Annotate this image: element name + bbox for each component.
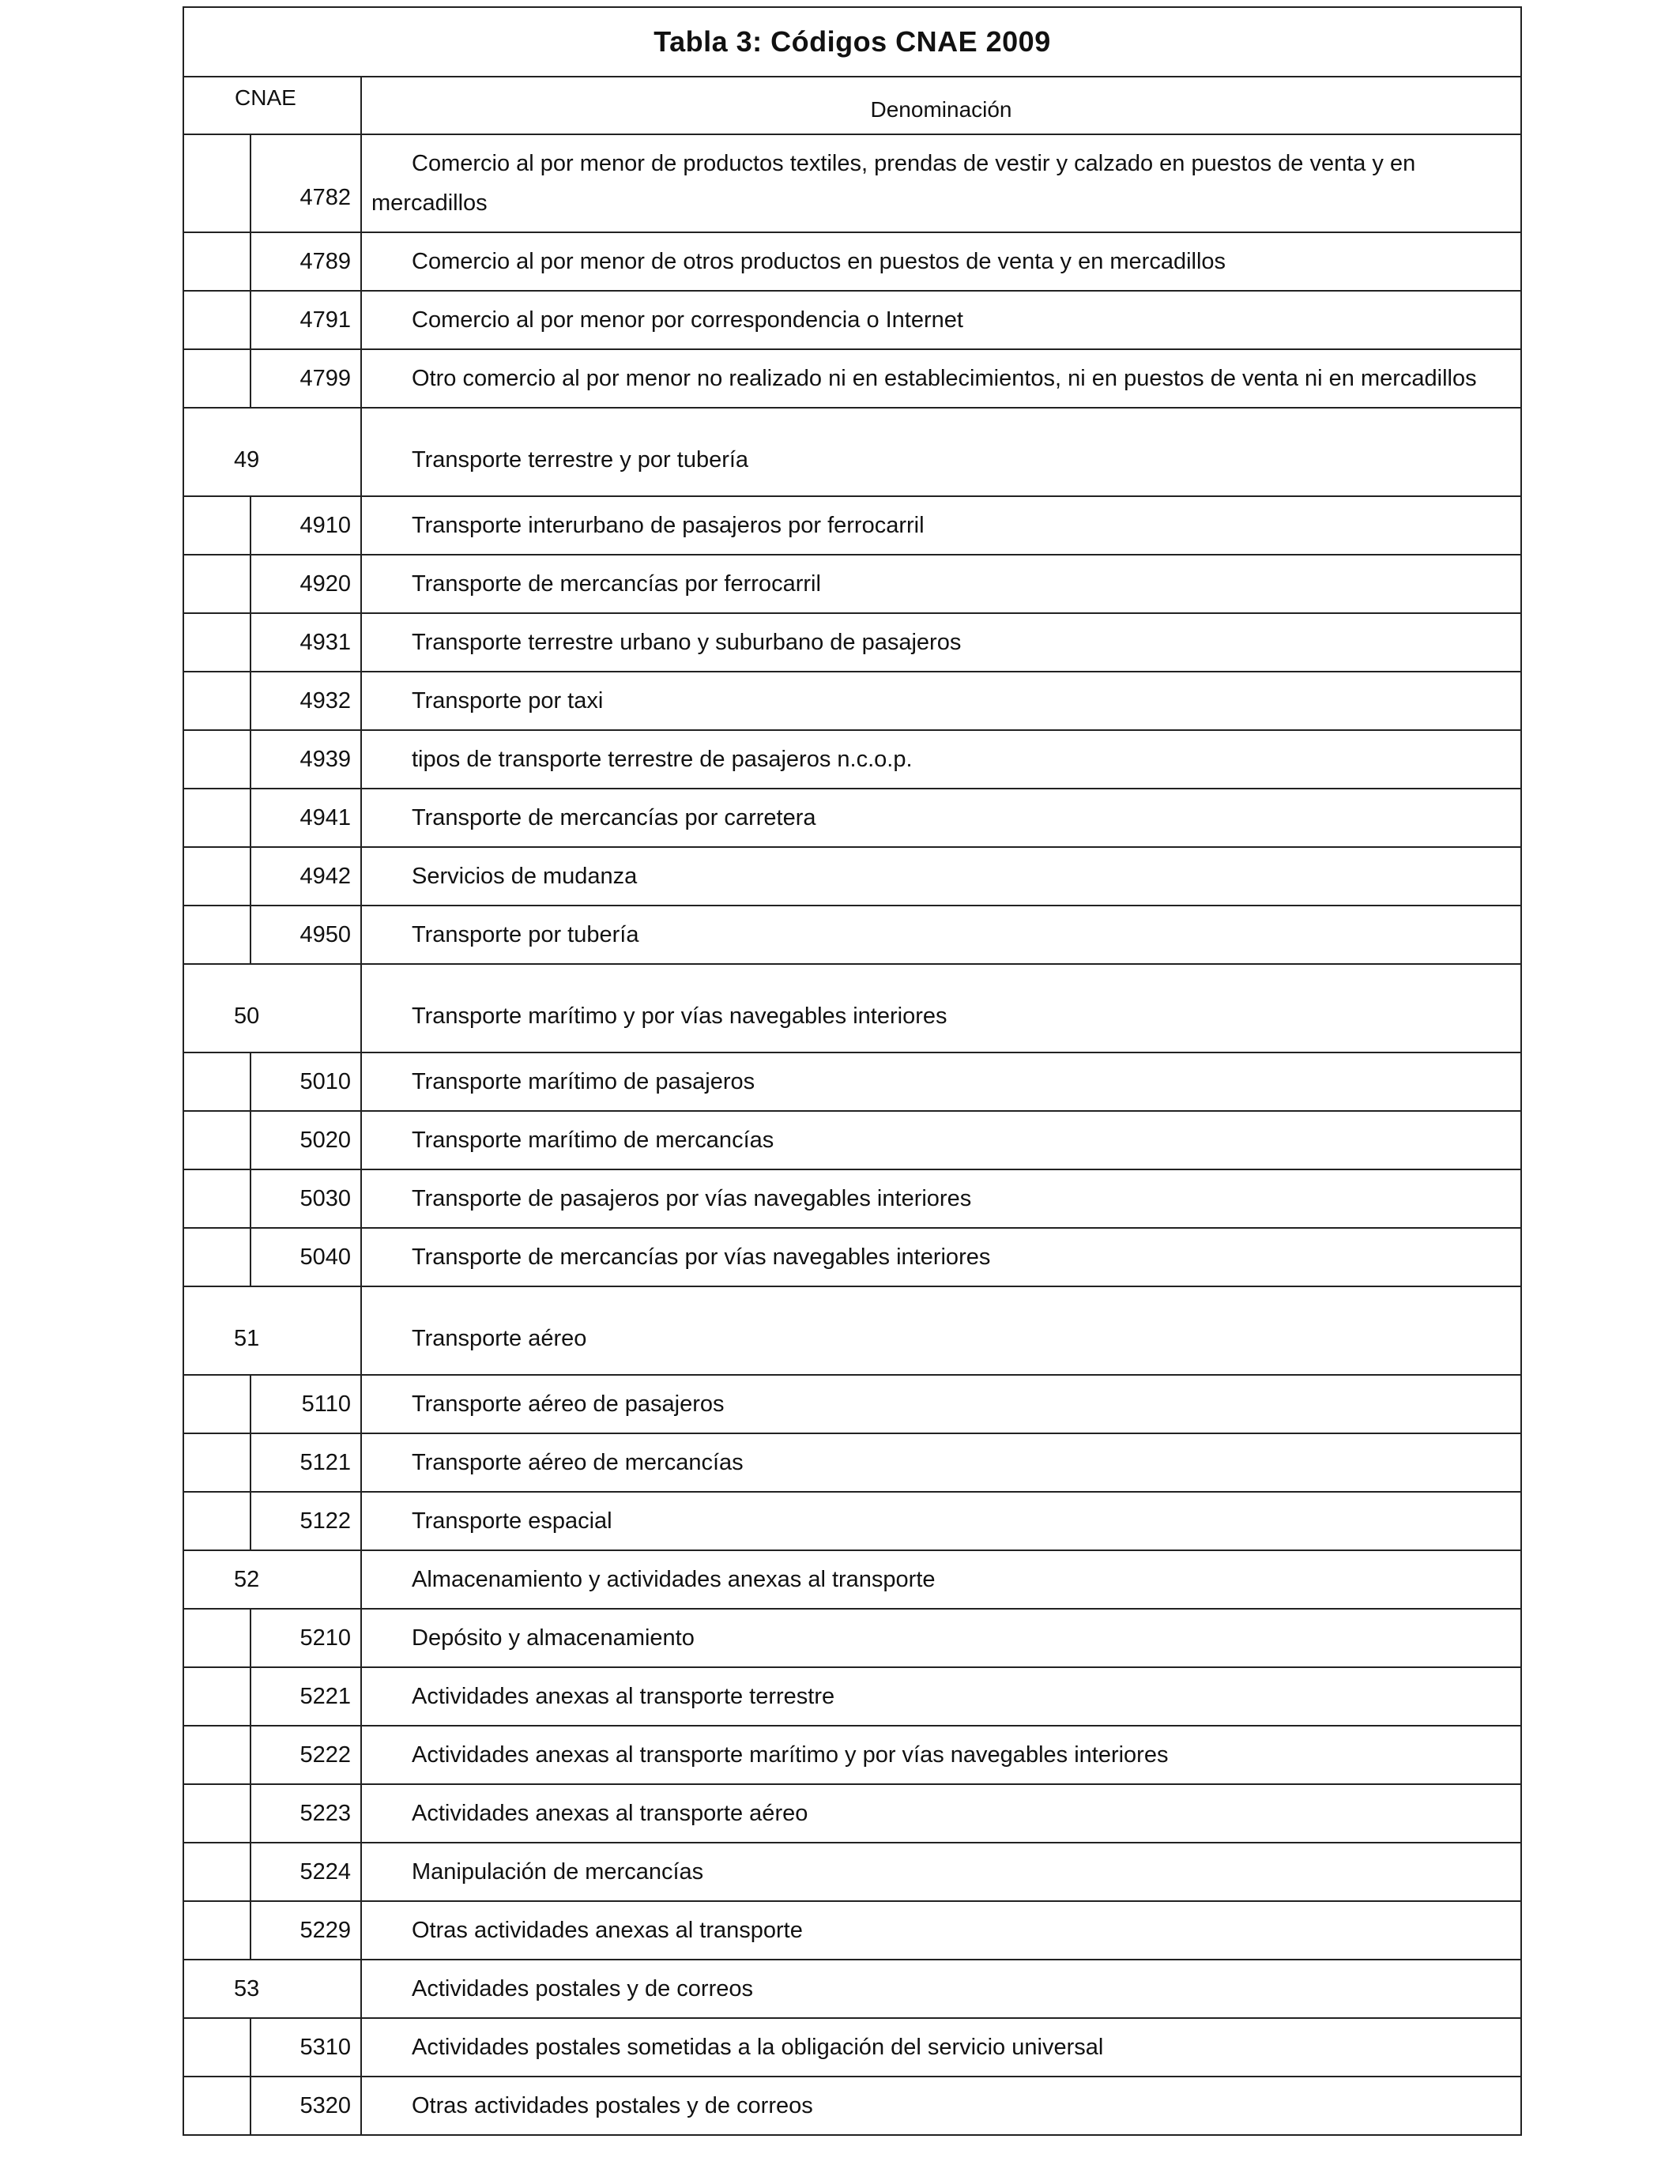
indent-cell — [183, 232, 250, 291]
class-code: 5122 — [250, 1492, 361, 1550]
class-name: Transporte marítimo de mercancías — [361, 1111, 1521, 1169]
division-name: Transporte marítimo y por vías navegables interiores — [361, 964, 1521, 1052]
class-row — [183, 672, 1521, 730]
class-name: Otras actividades postales y de correos — [361, 2077, 1521, 2135]
indent-cell — [183, 1111, 250, 1169]
class-name: Transporte espacial — [361, 1492, 1521, 1550]
header-cnae: CNAE — [183, 77, 361, 134]
cnae-codes-table — [183, 6, 1522, 2136]
class-row — [183, 1169, 1521, 1228]
class-name: Depósito y almacenamiento — [361, 1609, 1521, 1667]
division-code: 49 — [183, 408, 361, 496]
indent-cell — [183, 134, 250, 232]
class-code: 5229 — [250, 1901, 361, 1960]
class-code: 4942 — [250, 847, 361, 906]
class-row — [183, 555, 1521, 613]
class-name — [361, 134, 1521, 232]
indent-cell — [183, 291, 250, 349]
class-row — [183, 1726, 1521, 1784]
class-code: 4941 — [250, 789, 361, 847]
class-code: 5224 — [250, 1843, 361, 1901]
class-code: 4932 — [250, 672, 361, 730]
division-row — [183, 408, 1521, 496]
class-name: Comercio al por menor por correspondencia o Internet — [361, 291, 1521, 349]
class-row — [183, 1609, 1521, 1667]
class-name: Transporte de mercancías por ferrocarril — [361, 555, 1521, 613]
class-code: 4939 — [250, 730, 361, 789]
class-name: tipos de transporte terrestre de pasajeros n.c.o.p. — [361, 730, 1521, 789]
division-code: 53 — [183, 1960, 361, 2018]
indent-cell — [183, 1901, 250, 1960]
class-row — [183, 789, 1521, 847]
division-name: Actividades postales y de correos — [361, 1960, 1521, 2018]
class-name: Transporte marítimo de pasajeros — [361, 1052, 1521, 1111]
class-code: 5121 — [250, 1433, 361, 1492]
class-code: 5010 — [250, 1052, 361, 1111]
class-name: Manipulación de mercancías — [361, 1843, 1521, 1901]
class-row — [183, 1228, 1521, 1286]
class-code: 5040 — [250, 1228, 361, 1286]
indent-cell — [183, 2018, 250, 2077]
class-row — [183, 2077, 1521, 2135]
class-code: 5110 — [250, 1375, 361, 1433]
division-row — [183, 1550, 1521, 1609]
class-row — [183, 1492, 1521, 1550]
class-row — [183, 1667, 1521, 1726]
class-name: Otras actividades anexas al transporte — [361, 1901, 1521, 1960]
indent-cell — [183, 1052, 250, 1111]
class-row — [183, 613, 1521, 672]
class-name-line2: mercadillos — [371, 190, 488, 216]
class-code: 5221 — [250, 1667, 361, 1726]
indent-cell — [183, 349, 250, 408]
class-name: Transporte por tubería — [361, 906, 1521, 964]
class-name: Actividades anexas al transporte marítimo y por vías navegables interiores — [361, 1726, 1521, 1784]
class-name-line1: Comercio al por menor de productos textiles, prendas de vestir y calzado en puestos de venta y en — [412, 151, 1416, 176]
indent-cell — [183, 613, 250, 672]
class-code: 4789 — [250, 232, 361, 291]
indent-cell — [183, 789, 250, 847]
class-name: Comercio al por menor de otros productos en puestos de venta y en mercadillos — [361, 232, 1521, 291]
class-row — [183, 232, 1521, 291]
class-name: Actividades postales sometidas a la obligación del servicio universal — [361, 2018, 1521, 2077]
class-row — [183, 1111, 1521, 1169]
indent-cell — [183, 1375, 250, 1433]
indent-cell — [183, 1784, 250, 1843]
class-code: 5222 — [250, 1726, 361, 1784]
class-name: Transporte de mercancías por carretera — [361, 789, 1521, 847]
class-row — [183, 1901, 1521, 1960]
class-row — [183, 349, 1521, 408]
header-denominacion: Denominación — [361, 77, 1521, 134]
indent-cell — [183, 1169, 250, 1228]
class-name: Transporte por taxi — [361, 672, 1521, 730]
class-name: Actividades anexas al transporte aéreo — [361, 1784, 1521, 1843]
indent-cell — [183, 1492, 250, 1550]
class-row — [183, 1784, 1521, 1843]
class-code: 5020 — [250, 1111, 361, 1169]
class-name: Otro comercio al por menor no realizado ni en establecimientos, ni en puestos de venta ni en mercadillos — [361, 349, 1521, 408]
class-row — [183, 1375, 1521, 1433]
class-code: 5210 — [250, 1609, 361, 1667]
class-code: 4950 — [250, 906, 361, 964]
indent-cell — [183, 1667, 250, 1726]
class-name: Transporte interurbano de pasajeros por ferrocarril — [361, 496, 1521, 555]
class-name: Transporte aéreo de pasajeros — [361, 1375, 1521, 1433]
table-header-row — [183, 77, 1521, 134]
class-name: Actividades anexas al transporte terrestre — [361, 1667, 1521, 1726]
indent-cell — [183, 1843, 250, 1901]
indent-cell — [183, 1433, 250, 1492]
indent-cell — [183, 1726, 250, 1784]
division-row — [183, 964, 1521, 1052]
class-row — [183, 906, 1521, 964]
division-code: 52 — [183, 1550, 361, 1609]
table-title: Tabla 3: Códigos CNAE 2009 — [183, 7, 1521, 77]
class-name: Transporte de mercancías por vías navegables interiores — [361, 1228, 1521, 1286]
class-row — [183, 2018, 1521, 2077]
class-code: 4799 — [250, 349, 361, 408]
class-name: Transporte terrestre urbano y suburbano de pasajeros — [361, 613, 1521, 672]
division-code: 51 — [183, 1286, 361, 1375]
division-row — [183, 1960, 1521, 2018]
table-title-row — [183, 7, 1521, 77]
class-row — [183, 291, 1521, 349]
class-row — [183, 1843, 1521, 1901]
division-name: Transporte aéreo — [361, 1286, 1521, 1375]
class-code: 5223 — [250, 1784, 361, 1843]
class-code: 4931 — [250, 613, 361, 672]
division-code: 50 — [183, 964, 361, 1052]
indent-cell — [183, 496, 250, 555]
indent-cell — [183, 672, 250, 730]
indent-cell — [183, 2077, 250, 2135]
class-row — [183, 1433, 1521, 1492]
indent-cell — [183, 906, 250, 964]
class-row — [183, 496, 1521, 555]
indent-cell — [183, 847, 250, 906]
class-code: 5030 — [250, 1169, 361, 1228]
class-row — [183, 134, 1521, 232]
indent-cell — [183, 555, 250, 613]
indent-cell — [183, 1609, 250, 1667]
class-code: 4791 — [250, 291, 361, 349]
division-row — [183, 1286, 1521, 1375]
division-name: Almacenamiento y actividades anexas al transporte — [361, 1550, 1521, 1609]
class-code: 5320 — [250, 2077, 361, 2135]
class-row — [183, 1052, 1521, 1111]
class-name: Servicios de mudanza — [361, 847, 1521, 906]
class-code: 5310 — [250, 2018, 361, 2077]
class-code: 4782 — [250, 134, 361, 232]
class-row — [183, 730, 1521, 789]
indent-cell — [183, 730, 250, 789]
class-name: Transporte aéreo de mercancías — [361, 1433, 1521, 1492]
class-code: 4920 — [250, 555, 361, 613]
class-name: Transporte de pasajeros por vías navegables interiores — [361, 1169, 1521, 1228]
division-name: Transporte terrestre y por tubería — [361, 408, 1521, 496]
class-row — [183, 847, 1521, 906]
indent-cell — [183, 1228, 250, 1286]
class-code: 4910 — [250, 496, 361, 555]
